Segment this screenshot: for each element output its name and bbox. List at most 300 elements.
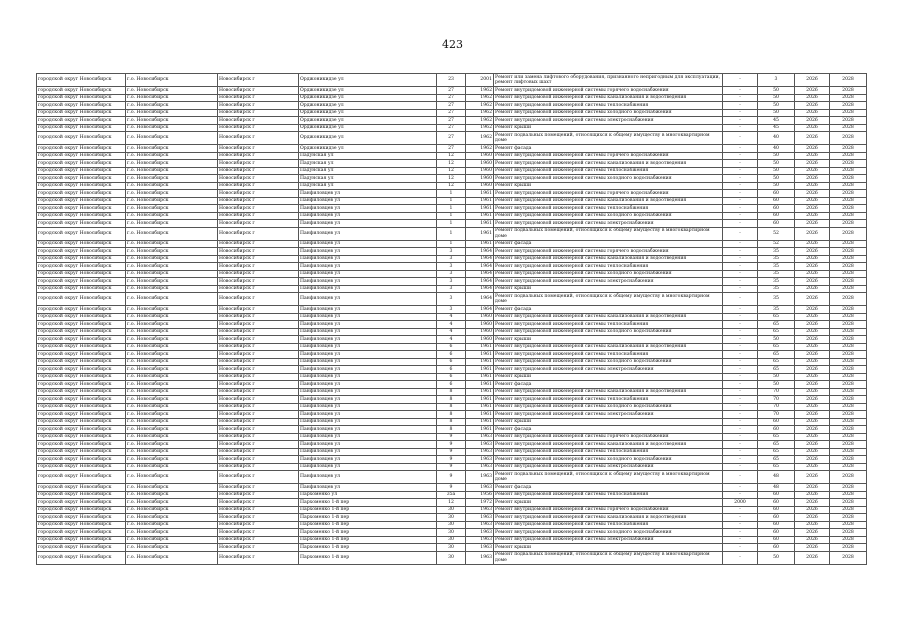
cell-street: Панфиловцев ул <box>299 484 437 492</box>
cell-house: 6 <box>437 358 466 366</box>
cell-district: городской округ Новосибирск <box>37 167 126 175</box>
table-row <box>37 182 867 190</box>
cell-district: городской округ Новосибирск <box>37 132 126 145</box>
cell-house: 30 <box>437 521 466 529</box>
cell-year: 1962 <box>466 145 494 153</box>
cell-settlement: Новосибирск г <box>218 87 299 95</box>
cell-district: городской округ Новосибирск <box>37 87 126 95</box>
cell-city: г.о. Новосибирск <box>126 160 218 168</box>
cell-cost: 65 <box>758 366 795 374</box>
table-row <box>37 336 867 344</box>
cell-from: 2026 <box>795 358 830 366</box>
cell-to: 2028 <box>830 263 867 271</box>
cell-work: Ремонт крыши <box>494 124 723 132</box>
cell-area: - <box>723 388 758 396</box>
cell-settlement: Новосибирск г <box>218 255 299 263</box>
cell-year: 1963 <box>466 536 494 544</box>
cell-from: 2026 <box>795 220 830 228</box>
cell-from: 2026 <box>795 182 830 190</box>
cell-cost: 65 <box>758 328 795 336</box>
table-row <box>37 278 867 286</box>
table-row <box>37 448 867 456</box>
cell-house: 35а <box>437 491 466 499</box>
cell-work: Ремонт внутридомовой инженерной системы теплоснабжения <box>494 396 723 404</box>
cell-area: - <box>723 240 758 248</box>
table-row <box>37 441 867 449</box>
cell-city: г.о. Новосибирск <box>126 167 218 175</box>
cell-district: городской округ Новосибирск <box>37 124 126 132</box>
cell-from: 2026 <box>795 306 830 314</box>
cell-city: г.о. Новосибирск <box>126 471 218 484</box>
cell-settlement: Новосибирск г <box>218 343 299 351</box>
table-row <box>37 366 867 374</box>
cell-house: 3 <box>437 248 466 256</box>
cell-area: - <box>723 313 758 321</box>
cell-area: - <box>723 152 758 160</box>
cell-work: Ремонт внутридомовой инженерной системы холодного водоснабжения <box>494 270 723 278</box>
cell-house: 27 <box>437 102 466 110</box>
table-row <box>37 343 867 351</box>
cell-cost: 70 <box>758 403 795 411</box>
cell-work: Ремонт внутридомовой инженерной системы канализования и водоотведения <box>494 514 723 522</box>
cell-settlement: Новосибирск г <box>218 293 299 306</box>
cell-to: 2028 <box>830 182 867 190</box>
cell-to: 2028 <box>830 463 867 471</box>
cell-cost: 35 <box>758 278 795 286</box>
cell-street: Панфиловцев ул <box>299 448 437 456</box>
cell-year: 1963 <box>466 484 494 492</box>
cell-house: 12 <box>437 182 466 190</box>
cell-work: Ремонт внутридомовой инженерной системы холодного водоснабжения <box>494 175 723 183</box>
cell-city: г.о. Новосибирск <box>126 373 218 381</box>
cell-settlement: Новосибирск г <box>218 463 299 471</box>
cell-house: 4 <box>437 321 466 329</box>
cell-area: - <box>723 255 758 263</box>
cell-year: 1961 <box>466 388 494 396</box>
cell-to: 2028 <box>830 544 867 552</box>
cell-area: - <box>723 403 758 411</box>
cell-settlement: Новосибирск г <box>218 433 299 441</box>
cell-area: - <box>723 94 758 102</box>
cell-city: г.о. Новосибирск <box>126 152 218 160</box>
cell-cost: 50 <box>758 175 795 183</box>
cell-street: Панфиловцев ул <box>299 418 437 426</box>
cell-district: городской округ Новосибирск <box>37 366 126 374</box>
cell-year: 1961 <box>466 396 494 404</box>
cell-work: Ремонт крыши <box>494 336 723 344</box>
cell-from: 2026 <box>795 388 830 396</box>
table-row <box>37 328 867 336</box>
cell-work: Ремонт внутридомовой инженерной системы теплоснабжения <box>494 351 723 359</box>
table-row <box>37 388 867 396</box>
cell-street: Пархоменко 1-й пер <box>299 551 437 564</box>
table-row <box>37 491 867 499</box>
cell-to: 2028 <box>830 285 867 293</box>
cell-from: 2026 <box>795 132 830 145</box>
cell-street: Панфиловцев ул <box>299 212 437 220</box>
cell-street: Панфиловцев ул <box>299 328 437 336</box>
cell-house: 12 <box>437 499 466 507</box>
cell-area: - <box>723 491 758 499</box>
cell-area: - <box>723 536 758 544</box>
cell-to: 2028 <box>830 145 867 153</box>
cell-area: - <box>723 102 758 110</box>
cell-from: 2026 <box>795 441 830 449</box>
cell-from: 2026 <box>795 313 830 321</box>
cell-city: г.о. Новосибирск <box>126 441 218 449</box>
cell-city: г.о. Новосибирск <box>126 336 218 344</box>
cell-settlement: Новосибирск г <box>218 145 299 153</box>
cell-cost: 35 <box>758 285 795 293</box>
cell-from: 2026 <box>795 529 830 537</box>
cell-city: г.о. Новосибирск <box>126 313 218 321</box>
cell-street: Панфиловцев ул <box>299 343 437 351</box>
cell-work: Ремонт внутридомовой инженерной системы канализования и водоотведения <box>494 94 723 102</box>
cell-district: городской округ Новосибирск <box>37 182 126 190</box>
cell-house: 8 <box>437 418 466 426</box>
cell-area: - <box>723 248 758 256</box>
cell-from: 2026 <box>795 145 830 153</box>
cell-from: 2026 <box>795 463 830 471</box>
cell-city: г.о. Новосибирск <box>126 132 218 145</box>
cell-district: городской округ Новосибирск <box>37 351 126 359</box>
cell-area: - <box>723 197 758 205</box>
cell-area: - <box>723 227 758 240</box>
cell-from: 2026 <box>795 506 830 514</box>
cell-house: 1 <box>437 220 466 228</box>
table-row <box>37 396 867 404</box>
cell-year: 1963 <box>466 529 494 537</box>
table-row <box>37 74 867 87</box>
cell-settlement: Новосибирск г <box>218 248 299 256</box>
cell-work: Ремонт фасада <box>494 145 723 153</box>
cell-to: 2028 <box>830 220 867 228</box>
cell-cost: 35 <box>758 248 795 256</box>
cell-house: 12 <box>437 167 466 175</box>
cell-house: 30 <box>437 536 466 544</box>
table-row <box>37 145 867 153</box>
cell-year: 2001 <box>466 74 494 87</box>
cell-street: Орджоникидзе ул <box>299 74 437 87</box>
table-row <box>37 87 867 95</box>
cell-year: 1962 <box>466 94 494 102</box>
cell-district: городской округ Новосибирск <box>37 240 126 248</box>
cell-street: Панфиловцев ул <box>299 351 437 359</box>
cell-district: городской округ Новосибирск <box>37 403 126 411</box>
table-row <box>37 403 867 411</box>
cell-area: - <box>723 293 758 306</box>
cell-city: г.о. Новосибирск <box>126 270 218 278</box>
cell-to: 2028 <box>830 248 867 256</box>
cell-district: городской округ Новосибирск <box>37 197 126 205</box>
cell-street: Панфиловцев ул <box>299 227 437 240</box>
cell-district: городской округ Новосибирск <box>37 175 126 183</box>
cell-work: Ремонт крыши <box>494 182 723 190</box>
table-row <box>37 313 867 321</box>
cell-year: 1961 <box>466 411 494 419</box>
cell-house: 4 <box>437 313 466 321</box>
cell-district: городской округ Новосибирск <box>37 321 126 329</box>
cell-cost: 60 <box>758 190 795 198</box>
cell-street: Панфиловцев ул <box>299 255 437 263</box>
cell-from: 2026 <box>795 336 830 344</box>
cell-district: городской округ Новосибирск <box>37 255 126 263</box>
cell-year: 1961 <box>466 418 494 426</box>
cell-cost: 35 <box>758 270 795 278</box>
cell-from: 2026 <box>795 285 830 293</box>
cell-city: г.о. Новосибирск <box>126 426 218 434</box>
cell-house: 30 <box>437 506 466 514</box>
cell-work: Ремонт внутридомовой инженерной системы канализования и водоотведения <box>494 343 723 351</box>
cell-to: 2028 <box>830 278 867 286</box>
cell-district: городской округ Новосибирск <box>37 433 126 441</box>
cell-year: 1961 <box>466 240 494 248</box>
cell-cost: 50 <box>758 167 795 175</box>
cell-work: Ремонт внутридомовой инженерной системы канализования и водоотведения <box>494 441 723 449</box>
cell-city: г.о. Новосибирск <box>126 491 218 499</box>
cell-city: г.о. Новосибирск <box>126 544 218 552</box>
cell-city: г.о. Новосибирск <box>126 227 218 240</box>
cell-street: Орджоникидзе ул <box>299 117 437 125</box>
table-row <box>37 536 867 544</box>
table-row <box>37 175 867 183</box>
cell-from: 2026 <box>795 351 830 359</box>
cell-street: Панфиловцев ул <box>299 373 437 381</box>
cell-district: городской округ Новосибирск <box>37 212 126 220</box>
cell-district: городской округ Новосибирск <box>37 306 126 314</box>
cell-year: 1960 <box>466 167 494 175</box>
cell-district: городской округ Новосибирск <box>37 152 126 160</box>
cell-settlement: Новосибирск г <box>218 152 299 160</box>
cell-work: Ремонт крыши <box>494 373 723 381</box>
cell-settlement: Новосибирск г <box>218 514 299 522</box>
cell-area: - <box>723 456 758 464</box>
table-row <box>37 411 867 419</box>
cell-city: г.о. Новосибирск <box>126 248 218 256</box>
cell-year: 1962 <box>466 132 494 145</box>
cell-from: 2026 <box>795 87 830 95</box>
cell-street: Орджоникидзе ул <box>299 124 437 132</box>
cell-work: Ремонт внутридомовой инженерной системы холодного водоснабжения <box>494 109 723 117</box>
cell-year: 1960 <box>466 182 494 190</box>
cell-city: г.о. Новосибирск <box>126 463 218 471</box>
cell-area: - <box>723 182 758 190</box>
cell-district: городской округ Новосибирск <box>37 529 126 537</box>
cell-city: г.о. Новосибирск <box>126 521 218 529</box>
cell-city: г.о. Новосибирск <box>126 175 218 183</box>
cell-city: г.о. Новосибирск <box>126 74 218 87</box>
cell-area: - <box>723 484 758 492</box>
cell-street: Панфиловцев ул <box>299 426 437 434</box>
cell-city: г.о. Новосибирск <box>126 448 218 456</box>
cell-work: Ремонт или замена лифтового оборудования, признанного непригодным для эксплуатации, ремонт лифтовых шахт <box>494 74 723 87</box>
cell-area: - <box>723 212 758 220</box>
cell-district: городской округ Новосибирск <box>37 270 126 278</box>
cell-settlement: Новосибирск г <box>218 313 299 321</box>
cell-house: 1 <box>437 205 466 213</box>
cell-city: г.о. Новосибирск <box>126 484 218 492</box>
cell-from: 2026 <box>795 521 830 529</box>
cell-cost: 50 <box>758 182 795 190</box>
cell-district: городской округ Новосибирск <box>37 117 126 125</box>
cell-district: городской округ Новосибирск <box>37 536 126 544</box>
cell-to: 2028 <box>830 255 867 263</box>
cell-from: 2026 <box>795 491 830 499</box>
cell-house: 12 <box>437 175 466 183</box>
cell-cost: 60 <box>758 220 795 228</box>
cell-work: Ремонт внутридомовой инженерной системы теплоснабжения <box>494 102 723 110</box>
table-row <box>37 132 867 145</box>
cell-house: 30 <box>437 551 466 564</box>
cell-to: 2028 <box>830 456 867 464</box>
cell-settlement: Новосибирск г <box>218 132 299 145</box>
cell-district: городской округ Новосибирск <box>37 102 126 110</box>
cell-from: 2026 <box>795 248 830 256</box>
table-row <box>37 463 867 471</box>
cell-cost: 52 <box>758 227 795 240</box>
cell-year: 1964 <box>466 270 494 278</box>
cell-year: 1960 <box>466 160 494 168</box>
cell-cost: 60 <box>758 491 795 499</box>
cell-settlement: Новосибирск г <box>218 544 299 552</box>
cell-area: - <box>723 74 758 87</box>
cell-district: городской округ Новосибирск <box>37 94 126 102</box>
cell-area: - <box>723 175 758 183</box>
cell-area: - <box>723 411 758 419</box>
cell-settlement: Новосибирск г <box>218 175 299 183</box>
table-row <box>37 293 867 306</box>
cell-work: Ремонт крыши <box>494 544 723 552</box>
cell-district: городской округ Новосибирск <box>37 145 126 153</box>
table-row <box>37 321 867 329</box>
cell-area: - <box>723 551 758 564</box>
cell-city: г.о. Новосибирск <box>126 293 218 306</box>
table-row <box>37 551 867 564</box>
cell-house: 30 <box>437 529 466 537</box>
cell-settlement: Новосибирск г <box>218 551 299 564</box>
cell-year: 1962 <box>466 102 494 110</box>
cell-street: Пархоменко 1-й пер <box>299 514 437 522</box>
cell-settlement: Новосибирск г <box>218 220 299 228</box>
cell-to: 2028 <box>830 388 867 396</box>
cell-year: 1964 <box>466 248 494 256</box>
cell-area: - <box>723 343 758 351</box>
cell-settlement: Новосибирск г <box>218 351 299 359</box>
cell-area: - <box>723 190 758 198</box>
cell-house: 30 <box>437 514 466 522</box>
cell-work: Ремонт внутридомовой инженерной системы электроснабжения <box>494 463 723 471</box>
cell-from: 2026 <box>795 102 830 110</box>
cell-street: Падунская ул <box>299 160 437 168</box>
cell-cost: 35 <box>758 263 795 271</box>
cell-house: 8 <box>437 411 466 419</box>
repair-schedule-table <box>36 73 867 565</box>
cell-district: городской округ Новосибирск <box>37 456 126 464</box>
cell-year: 1963 <box>466 521 494 529</box>
cell-house: 1 <box>437 197 466 205</box>
cell-from: 2026 <box>795 94 830 102</box>
cell-cost: 65 <box>758 351 795 359</box>
cell-cost: 40 <box>758 132 795 145</box>
cell-work: Ремонт внутридомовой инженерной системы электроснабжения <box>494 278 723 286</box>
cell-cost: 65 <box>758 463 795 471</box>
cell-street: Панфиловцев ул <box>299 293 437 306</box>
cell-settlement: Новосибирск г <box>218 456 299 464</box>
cell-city: г.о. Новосибирск <box>126 351 218 359</box>
cell-settlement: Новосибирск г <box>218 190 299 198</box>
cell-cost: 60 <box>758 205 795 213</box>
cell-year: 1964 <box>466 278 494 286</box>
cell-to: 2028 <box>830 521 867 529</box>
cell-city: г.о. Новосибирск <box>126 388 218 396</box>
cell-year: 1963 <box>466 448 494 456</box>
cell-street: Панфиловцев ул <box>299 220 437 228</box>
table-row <box>37 220 867 228</box>
cell-from: 2026 <box>795 499 830 507</box>
cell-work: Ремонт внутридомовой инженерной системы электроснабжения <box>494 411 723 419</box>
cell-house: 4 <box>437 336 466 344</box>
cell-house: 9 <box>437 456 466 464</box>
cell-house: 9 <box>437 471 466 484</box>
cell-area: - <box>723 351 758 359</box>
cell-work: Ремонт внутридомовой инженерной системы канализования и водоотведения <box>494 388 723 396</box>
cell-from: 2026 <box>795 255 830 263</box>
cell-street: Панфиловцев ул <box>299 471 437 484</box>
cell-city: г.о. Новосибирск <box>126 456 218 464</box>
cell-settlement: Новосибирск г <box>218 529 299 537</box>
cell-house: 6 <box>437 381 466 389</box>
table-row <box>37 358 867 366</box>
cell-street: Панфиловцев ул <box>299 388 437 396</box>
cell-to: 2028 <box>830 529 867 537</box>
table-row <box>37 373 867 381</box>
cell-settlement: Новосибирск г <box>218 278 299 286</box>
cell-from: 2026 <box>795 152 830 160</box>
cell-work: Ремонт внутридомовой инженерной системы теплоснабжения <box>494 448 723 456</box>
cell-work: Ремонт внутридомовой инженерной системы канализования и водоотведения <box>494 313 723 321</box>
cell-street: Панфиловцев ул <box>299 396 437 404</box>
cell-cost: 60 <box>758 499 795 507</box>
cell-cost: 50 <box>758 94 795 102</box>
cell-area: - <box>723 87 758 95</box>
cell-to: 2028 <box>830 373 867 381</box>
cell-work: Ремонт внутридомовой инженерной системы холодного водоснабжения <box>494 529 723 537</box>
cell-city: г.о. Новосибирск <box>126 109 218 117</box>
cell-settlement: Новосибирск г <box>218 124 299 132</box>
cell-house: 9 <box>437 484 466 492</box>
cell-to: 2028 <box>830 205 867 213</box>
cell-district: городской округ Новосибирск <box>37 396 126 404</box>
cell-district: городской округ Новосибирск <box>37 343 126 351</box>
cell-settlement: Новосибирск г <box>218 160 299 168</box>
cell-year: 1962 <box>466 109 494 117</box>
cell-year: 1961 <box>466 343 494 351</box>
cell-year: 1960 <box>466 336 494 344</box>
cell-cost: 48 <box>758 471 795 484</box>
cell-from: 2026 <box>795 124 830 132</box>
cell-settlement: Новосибирск г <box>218 536 299 544</box>
cell-district: городской округ Новосибирск <box>37 313 126 321</box>
cell-year: 1964 <box>466 306 494 314</box>
cell-area: - <box>723 418 758 426</box>
cell-to: 2028 <box>830 240 867 248</box>
cell-district: городской округ Новосибирск <box>37 441 126 449</box>
cell-district: городской округ Новосибирск <box>37 388 126 396</box>
table-row <box>37 418 867 426</box>
cell-area: - <box>723 521 758 529</box>
cell-house: 3 <box>437 255 466 263</box>
table-row <box>37 240 867 248</box>
